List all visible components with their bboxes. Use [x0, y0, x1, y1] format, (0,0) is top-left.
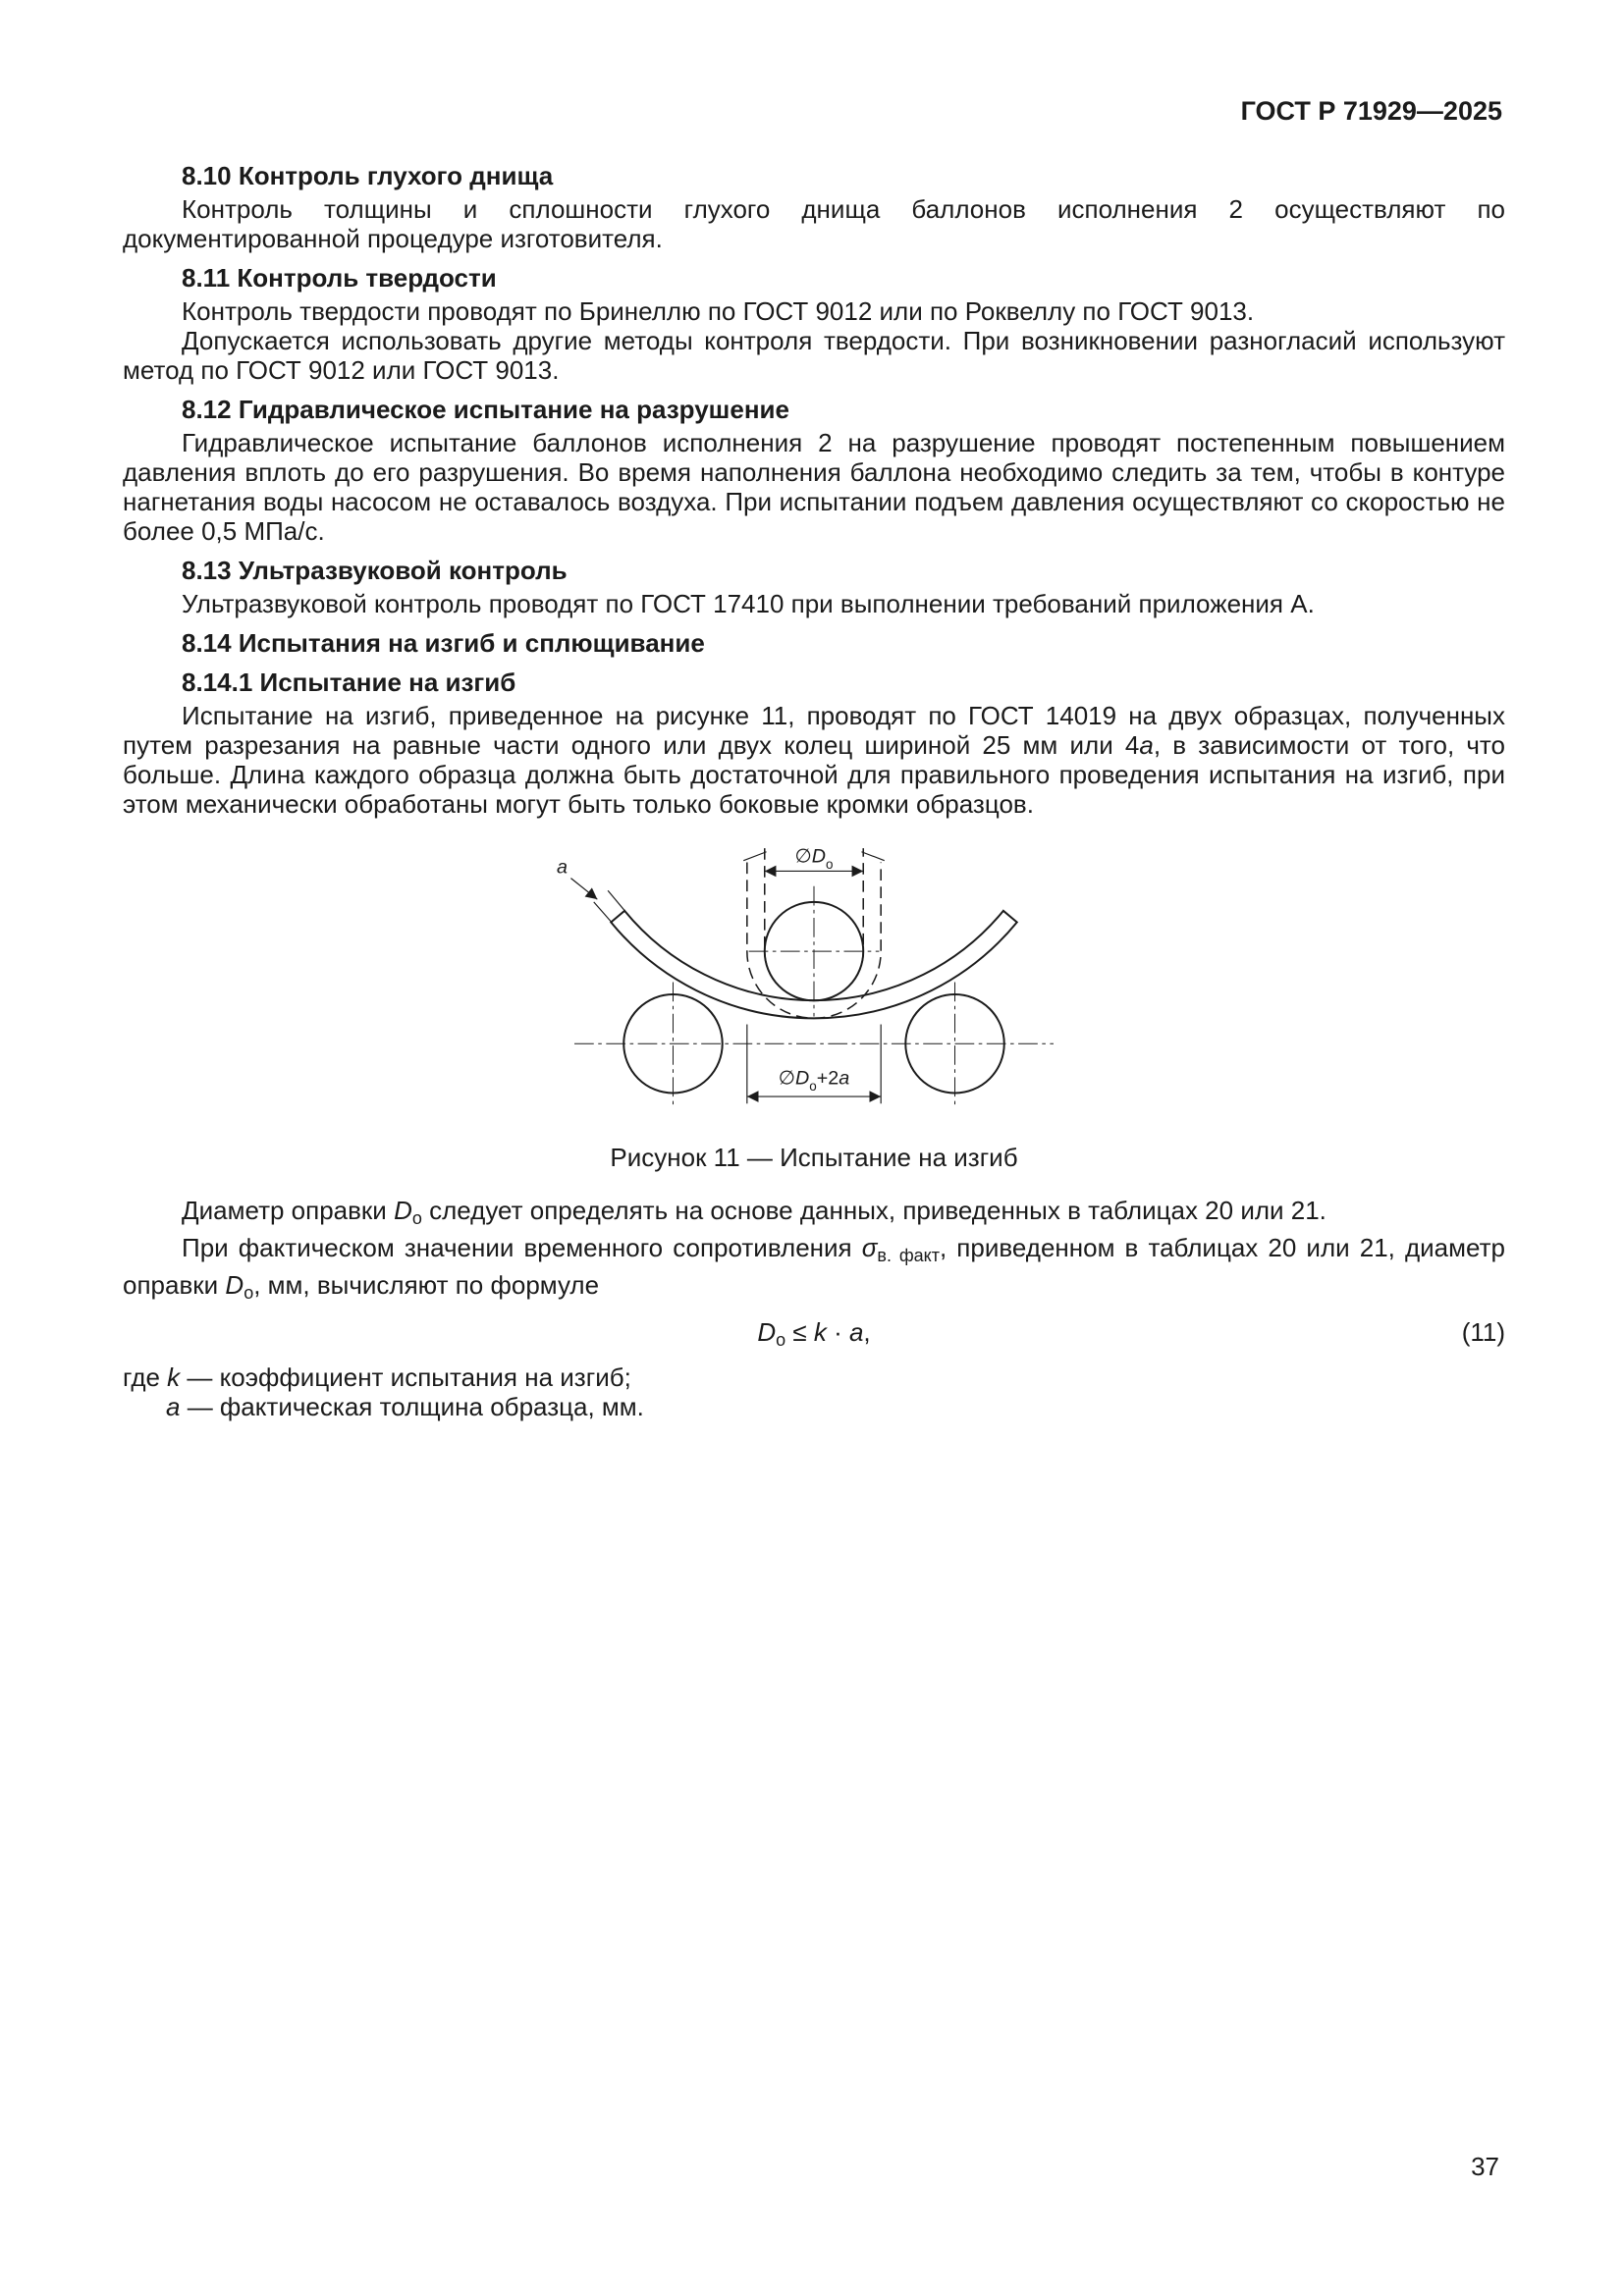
- formula-11: [123, 1317, 1505, 1355]
- paragraph-text: Диаметр оправки: [182, 1196, 395, 1225]
- multiplication-dot: ·: [826, 1317, 849, 1347]
- subscript-o: о: [809, 1078, 817, 1094]
- bent-specimen-end-tick-right: [861, 852, 884, 861]
- figure-caption: Рисунок 11 — Испытание на изгиб: [610, 1143, 1018, 1172]
- thickness-extension-bottom: [594, 902, 613, 924]
- paragraph-mandrel-diameter: [123, 1196, 1505, 1233]
- subscript-o: о: [825, 856, 834, 872]
- diameter-symbol: ∅: [778, 1067, 795, 1090]
- subscript-o: о: [244, 1283, 254, 1303]
- doc-number: ГОСТ Р 71929—2025: [1240, 96, 1502, 126]
- paragraph-8-14-1: [123, 701, 1505, 819]
- heading-8-14: 8.14 Испытания на изгиб и сплющивание: [182, 628, 705, 658]
- where-line-a: [123, 1392, 1505, 1421]
- variable-D: D: [757, 1317, 777, 1347]
- definition-a: — фактическая толщина образца, мм.: [180, 1392, 644, 1421]
- variable-D: D: [394, 1196, 412, 1225]
- subscript-v-fakt: в. факт: [877, 1246, 940, 1265]
- heading-8-11: 8.11 Контроль твердости: [182, 263, 497, 293]
- heading-8-10: 8.10 Контроль глухого днища: [182, 161, 554, 190]
- definition-k: — коэффициент испытания на изгиб;: [180, 1362, 631, 1392]
- heading-8-12: 8.12 Гидравлическое испытание на разрушение: [182, 395, 789, 424]
- comma: ,: [863, 1317, 871, 1347]
- dimension-label-mandrel-diameter: [795, 845, 834, 871]
- subscript-o: о: [411, 1208, 422, 1228]
- variable-a: a: [166, 1392, 181, 1421]
- italic-variable-a: a: [1139, 730, 1154, 760]
- paragraph-8-11-1: Контроль твердости проводят по Бринеллю по ГОСТ 9012 или по Роквеллу по ГОСТ 9013.: [182, 296, 1255, 326]
- variable-D: D: [811, 845, 826, 868]
- variable-a: a: [848, 1317, 864, 1347]
- paragraph-text: , мм, вычисляют по формуле: [253, 1270, 600, 1300]
- paragraph-8-10: Контроль толщины и сплошности глухого днища баллонов исполнения 2 осуществляют по документированной процедуре изготовителя.: [123, 194, 1505, 253]
- page-number: 37: [1471, 2152, 1499, 2181]
- variable-k: k: [167, 1362, 181, 1392]
- dimension-label-bottom: [779, 1068, 849, 1094]
- plus-2: +2: [816, 1067, 839, 1090]
- paragraph-text: При фактическом значении временного сопротивления: [182, 1233, 862, 1262]
- variable-k: k: [813, 1317, 827, 1347]
- paragraph-text: , в зависимости от того, что больше. Длина каждого образца должна быть достаточной для правильного проведения испытания на изгиб, при этом механически обработаны могут быть только боковые кромки образцов.: [123, 730, 1505, 819]
- relation-lte: ≤: [785, 1317, 814, 1347]
- paragraph-8-12: Гидравлическое испытание баллонов исполнения 2 на разрушение проводят постепенным повышением давления вплоть до его разрушения. Во время наполнения баллона необходимо следить за тем, чтобы в контуре нагнетания воды насосом не оставалось воздуха. При испытании подъем давления осуществляют со скоростью не более 0,5 МПа/с.: [123, 428, 1505, 546]
- heading-8-13: 8.13 Ультразвуковой контроль: [182, 556, 568, 585]
- figure-bend-test-diagram: [470, 832, 1158, 1123]
- formula-expression: [757, 1317, 871, 1350]
- variable-D: D: [225, 1270, 244, 1300]
- thickness-leader-arrow: [570, 879, 597, 900]
- where-intro: где: [123, 1362, 168, 1392]
- subscript-o: о: [776, 1330, 786, 1350]
- thickness-label-a: a: [556, 856, 568, 879]
- variable-a: a: [839, 1067, 850, 1090]
- diameter-symbol: ∅: [794, 845, 812, 868]
- formula-number: (11): [1461, 1317, 1505, 1347]
- paragraph-text: , приведенном в таблицах 20 или 21, диаметр оправки: [123, 1233, 1505, 1300]
- variable-D: D: [795, 1067, 810, 1090]
- page-content: [123, 151, 1505, 1421]
- paragraph-8-11-2: Допускается использовать другие методы контроля твердости. При возникновении разногласий используют метод по ГОСТ 9012 или ГОСТ 9013.: [123, 326, 1505, 385]
- where-line-k: [123, 1362, 1505, 1392]
- paragraph-actual-strength: [123, 1233, 1505, 1308]
- paragraph-8-13: Ультразвуковой контроль проводят по ГОСТ 17410 при выполнении требований приложения А.: [182, 589, 1315, 618]
- thickness-extension-top: [608, 890, 625, 912]
- paragraph-text: Испытание на изгиб, приведенное на рисунке 11, проводят по ГОСТ 14019 на двух образцах, полученных путем разрезания на равные части одного или двух колец шириной 25 мм или 4: [123, 701, 1505, 760]
- figure-11-bend-test: [123, 832, 1505, 1172]
- variable-sigma: σ: [861, 1233, 878, 1262]
- paragraph-text: следует определять на основе данных, приведенных в таблицах 20 или 21.: [421, 1196, 1326, 1225]
- heading-8-14-1: 8.14.1 Испытание на изгиб: [182, 667, 516, 697]
- bent-specimen-end-tick-left: [743, 852, 766, 861]
